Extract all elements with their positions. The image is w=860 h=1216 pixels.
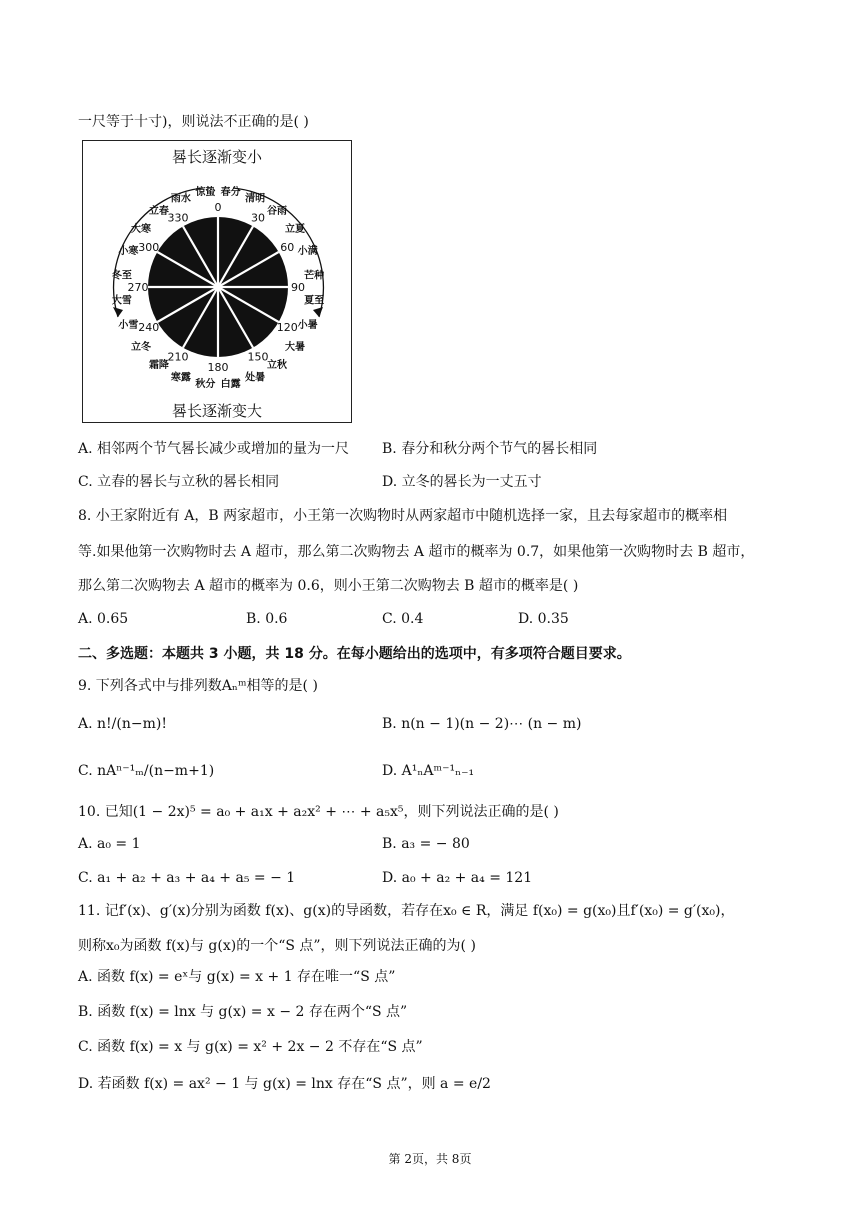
sundial-figure xyxy=(82,140,352,423)
solar-term-label: 白露 xyxy=(220,379,241,391)
solar-term-label: 秋分 xyxy=(195,379,216,391)
solar-term-label: 处暑 xyxy=(245,372,266,384)
dial-hub xyxy=(215,284,222,291)
q11-line-2: 则称x₀为函数 f(x)与 g(x)的一个“S 点”，则下列说法正确的为( ) xyxy=(78,938,476,954)
q8-option-d: D. 0.35 xyxy=(518,611,569,627)
solar-term-label: 冬至 xyxy=(111,270,132,282)
q7-option-b: B. 春分和秋分两个节气的晷长相同 xyxy=(382,441,598,457)
q7-stem-tail: 一尺等于十寸)，则说法不正确的是( ) xyxy=(78,114,309,130)
arrow-right-icon xyxy=(313,307,323,317)
figure-bottom-title: 晷长逐渐变大 xyxy=(171,402,262,420)
sundial-diagram xyxy=(83,167,351,407)
q8-option-c: C. 0.4 xyxy=(382,611,424,627)
q10-option-b: B. a₃ = − 80 xyxy=(382,836,470,852)
solar-term-label: 大雪 xyxy=(111,295,132,307)
q8-line-3: 那么第二次购物去 A 超市的概率为 0.6，则小王第二次购物去 B 超市的概率是( ) xyxy=(78,578,579,594)
dial-number: 300 xyxy=(138,241,160,254)
dial-number: 210 xyxy=(167,350,189,364)
q10-stem: 10. 已知(1 − 2x)⁵ = a₀ + a₁x + a₂x² + ⋯ + a₅x⁵，则下列说法正确的是( ) xyxy=(78,804,559,820)
q7-option-c: C. 立春的晷长与立秋的晷长相同 xyxy=(78,474,280,490)
q8-line-1: 8. 小王家附近有 A，B 两家超市，小王第一次购物时从两家超市中随机选择一家，且去每家超市的概率相 xyxy=(78,508,728,524)
q9-option-b: B. n(n − 1)(n − 2)⋯ (n − m) xyxy=(382,716,582,732)
solar-term-label: 霜降 xyxy=(148,359,169,371)
dial-number: 30 xyxy=(251,211,265,225)
q11-option-d: D. 若函数 f(x) = ax² − 1 与 g(x) = lnx 存在“S 点”，则 a = e/2 xyxy=(78,1076,491,1092)
solar-term-label: 大寒 xyxy=(131,223,152,235)
q10-option-a: A. a₀ = 1 xyxy=(78,836,141,852)
dial-number: 0 xyxy=(214,201,222,214)
page-footer: 第 2页，共 8页 xyxy=(388,1152,472,1166)
q11-line-1: 11. 记f′(x)、g′(x)分别为函数 f(x)、g(x)的导函数，若存在x₀ ∈ R，满足 f(x₀) = g(x₀)且f′(x₀) = g′(x₀)， xyxy=(78,903,735,919)
arrow-left-icon xyxy=(113,307,123,317)
dial-number: 150 xyxy=(247,350,269,364)
section-heading-multiple-choice: 二、多选题：本题共 3 小题，共 18 分。在每小题给出的选项中，有多项符合题目要求。 xyxy=(78,646,631,662)
q9-option-a: A. n!/(n−m)! xyxy=(78,716,167,732)
solar-term-label: 立夏 xyxy=(284,223,305,235)
solar-term-label: 立冬 xyxy=(131,342,152,354)
dial-number: 270 xyxy=(127,281,149,294)
dial-number: 240 xyxy=(138,321,160,334)
q9-option-d: D. A¹ₙAᵐ⁻¹ₙ₋₁ xyxy=(382,763,475,779)
figure-top-title: 晷长逐渐变小 xyxy=(171,148,262,166)
solar-term-label: 小暑 xyxy=(297,320,318,332)
q9-option-c: C. nAⁿ⁻¹ₘ/(n−m+1) xyxy=(78,763,215,779)
dial-number: 120 xyxy=(276,321,298,334)
dial-number: 180 xyxy=(207,361,229,374)
q9-stem: 9. 下列各式中与排列数Aₙᵐ相等的是( ) xyxy=(78,678,318,694)
q10-option-c: C. a₁ + a₂ + a₃ + a₄ + a₅ = − 1 xyxy=(78,870,296,886)
q11-option-a: A. 函数 f(x) = eˣ与 g(x) = x + 1 存在唯一“S 点” xyxy=(78,969,396,985)
q8-option-a: A. 0.65 xyxy=(78,611,129,627)
q11-option-b: B. 函数 f(x) = lnx 与 g(x) = x − 2 存在两个“S 点” xyxy=(78,1004,408,1020)
q7-option-a: A. 相邻两个节气晷长减少或增加的量为一尺 xyxy=(78,441,350,457)
solar-term-label: 小寒 xyxy=(118,245,139,257)
solar-term-label: 春分 xyxy=(220,186,241,198)
dial-number: 90 xyxy=(291,281,305,294)
solar-term-label: 芒种 xyxy=(304,270,325,282)
solar-term-label: 立秋 xyxy=(267,359,288,371)
solar-term-label: 惊蛰 xyxy=(195,186,216,198)
solar-term-label: 谷雨 xyxy=(267,206,288,218)
solar-term-label: 立春 xyxy=(148,206,169,218)
solar-term-label: 小满 xyxy=(297,245,318,257)
solar-term-label: 雨水 xyxy=(170,193,191,205)
solar-term-label: 小雪 xyxy=(118,320,139,332)
q7-option-d: D. 立冬的晷长为一丈五寸 xyxy=(382,474,542,490)
q10-option-d: D. a₀ + a₂ + a₄ = 121 xyxy=(382,870,533,886)
solar-term-label: 大暑 xyxy=(284,342,305,354)
q11-option-c: C. 函数 f(x) = x 与 g(x) = x² + 2x − 2 不存在“S 点” xyxy=(78,1039,423,1055)
solar-term-label: 寒露 xyxy=(170,372,191,384)
q8-line-2: 等.如果他第一次购物时去 A 超市，那么第二次购物去 A 超市的概率为 0.7，如果他第一次购物时去 B 超市， xyxy=(78,544,755,560)
dial-number: 330 xyxy=(167,211,189,225)
solar-term-label: 夏至 xyxy=(304,295,325,307)
dial-number: 60 xyxy=(280,241,295,254)
q8-option-b: B. 0.6 xyxy=(246,611,288,627)
solar-term-label: 清明 xyxy=(245,193,266,205)
